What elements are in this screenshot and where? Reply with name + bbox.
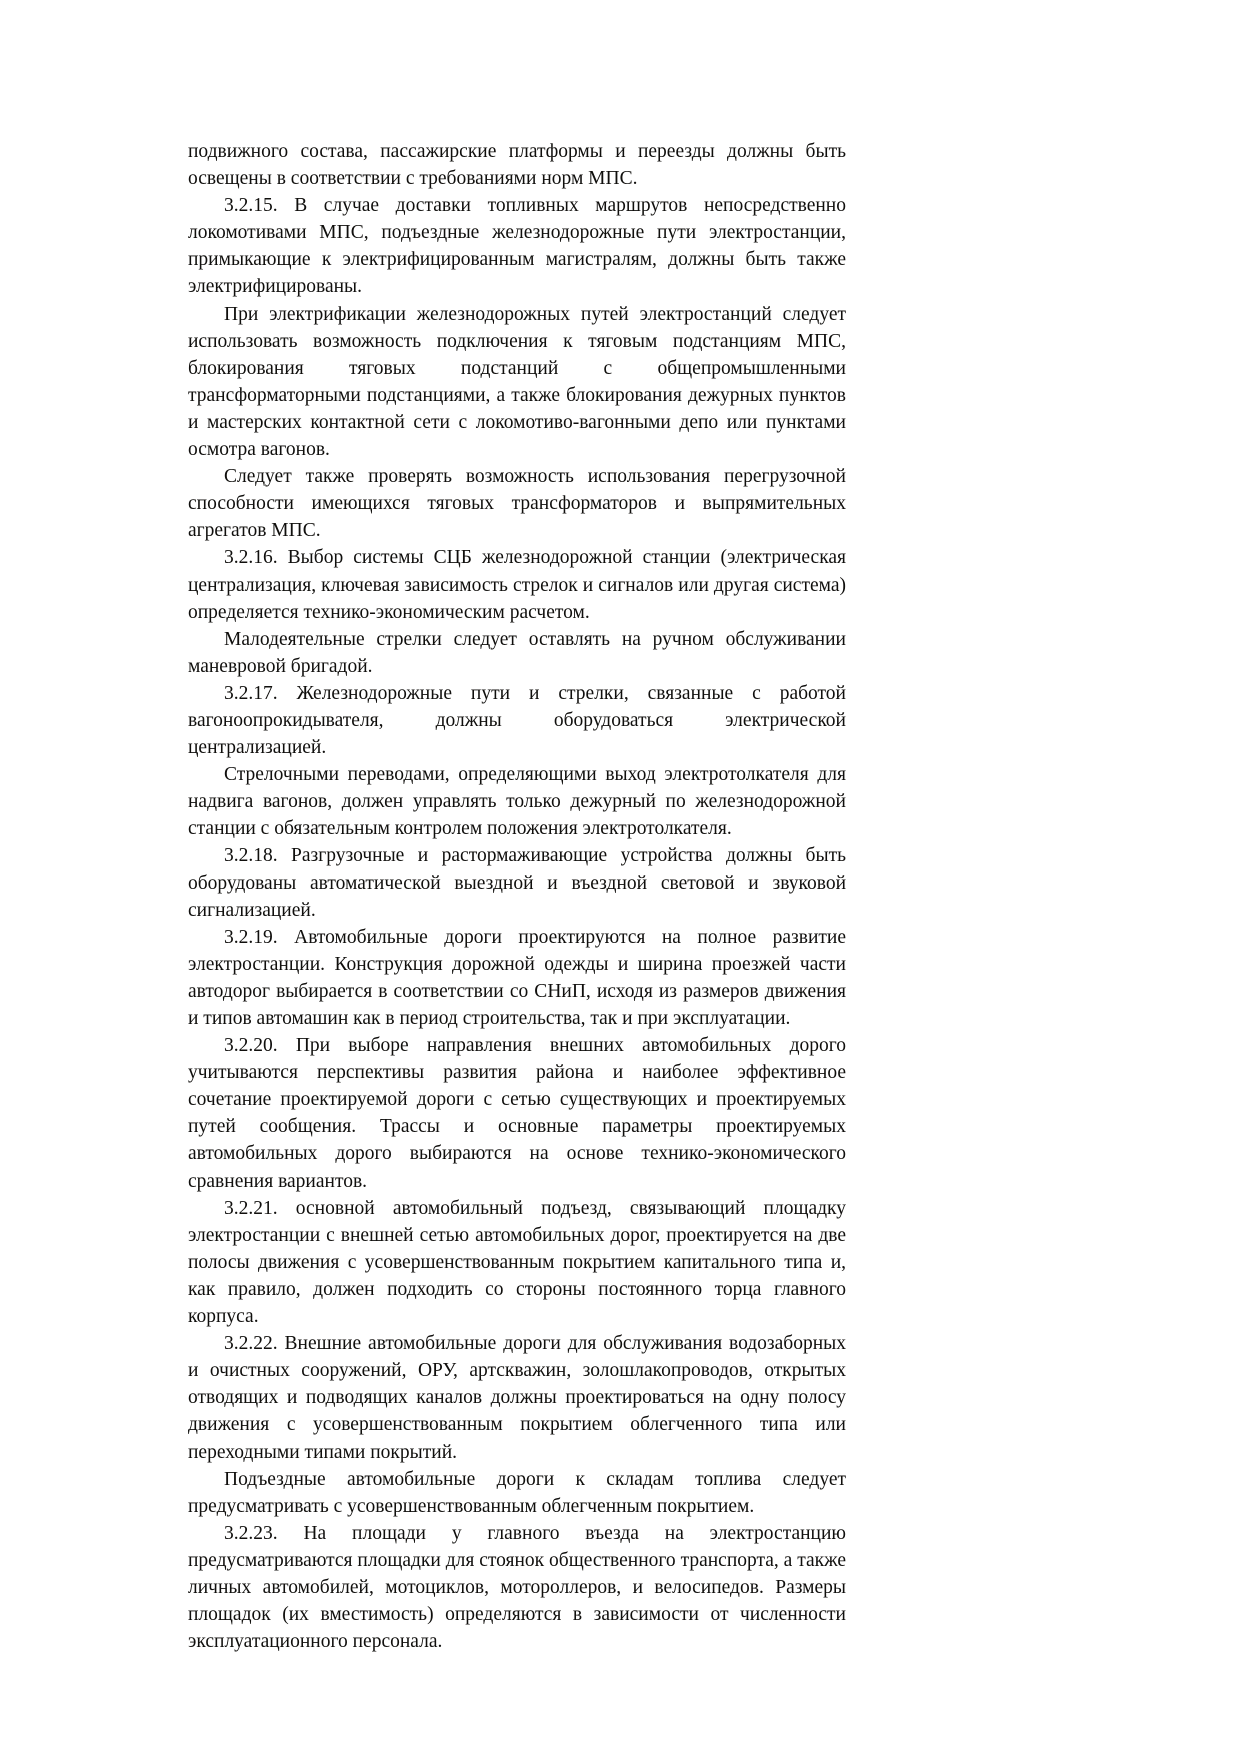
paragraph-3-2-16-manual-switches: Малодеятельные стрелки следует оставлять на ручном обслуживании маневровой бригадой.: [188, 628, 846, 677]
paragraph-3-2-15-electrification: При электрификации железнодорожных путей электростанций следует использовать возможность подключения к тяговым подстанциям МПС, блокирования тяговых подстанций с общепромышленными трансформаторными подстанциями, а также блокирования дежурных пунктов и мастерских контактной сети с локомотиво-вагонными депо или пунктами осмотра вагонов.: [188, 303, 846, 461]
paragraph-3-2-19: 3.2.19. Автомобильные дороги проектируются на полное развитие электростанции. Конструкция дорожной одежды и ширина проезжей части автодорог выбирается в соответствии со СНиП, исходя из размеров движения и типов автомашин как в период строительства, так и при эксплуатации.: [188, 926, 846, 1029]
paragraph-3-2-18: 3.2.18. Разгрузочные и растормаживающие устройства должны быть оборудованы автоматической выездной и въездной световой и звуковой сигнализацией.: [188, 845, 846, 921]
paragraph-3-2-15: 3.2.15. В случае доставки топливных маршрутов непосредственно локомотивами МПС, подъездные железнодорожные пути электростанции, примыкающие к электрифицированным магистралям, должны быть также электрифицированы.: [188, 195, 846, 298]
paragraph-3-2-15-overload-capacity: Следует также проверять возможность использования перегрузочной способности имеющихся тяговых трансформаторов и выпрямительных агрегатов МПС.: [188, 466, 846, 542]
paragraph-3-2-17-switch-control: Стрелочными переводами, определяющими выход электротолкателя для надвига вагонов, должен управлять только дежурный по железнодорожной станции с обязательным контролем положения электротолкателя.: [188, 764, 846, 840]
paragraph-continued-lighting: подвижного состава, пассажирские платформы и переезды должны быть освещены в соответствии с требованиями норм МПС.: [188, 141, 846, 190]
paragraph-3-2-23: 3.2.23. На площади у главного въезда на электростанцию предусматриваются площадки для стоянок общественного транспорта, а также личных автомобилей, мотоциклов, мотороллеров, и велосипедов. Размеры площадок (их вместимость) определяются в зависимости от численности эксплуатационного персонала.: [188, 1522, 846, 1653]
paragraph-3-2-20: 3.2.20. При выборе направления внешних автомобильных дорого учитываются перспективы развития района и наиболее эффективное сочетание проектируемой дороги с сетью существующих и проектируемых путей сообщения. Трассы и основные параметры проектируемых автомобильных дорого выбираются на основе технико-экономического сравнения вариантов.: [188, 1035, 846, 1192]
paragraph-3-2-17: 3.2.17. Железнодорожные пути и стрелки, связанные с работой вагоноопрокидывателя, должны оборудоваться электрической централизацией.: [188, 682, 846, 759]
document-body-text: [188, 138, 846, 1655]
paragraph-3-2-22: 3.2.22. Внешние автомобильные дороги для обслуживания водозаборных и очистных сооружений, ОРУ, артскважин, золошлакопроводов, открытых отводящих и подводящих каналов должны проектироваться на одну полосу движения с усовершенствованным покрытием облегченного типа или переходными типами покрытий.: [188, 1333, 846, 1463]
paragraph-3-2-16: 3.2.16. Выбор системы СЦБ железнодорожной станции (электрическая централизация, ключевая зависимость стрелок и сигналов или другая система) определяется технико-экономическим расчетом.: [188, 547, 846, 623]
paragraph-3-2-22-fuel-depot-roads: Подъездные автомобильные дороги к складам топлива следует предусматривать с усовершенствованным облегченным покрытием.: [188, 1468, 846, 1517]
paragraph-3-2-21: 3.2.21. основной автомобильный подъезд, связывающий площадку электростанции с внешней сетью автомобильных дорог, проектируется на две полосы движения с усовершенствованным покрытием капитального типа и, как правило, должен подходить со стороны постоянного торца главного корпуса.: [188, 1197, 846, 1328]
